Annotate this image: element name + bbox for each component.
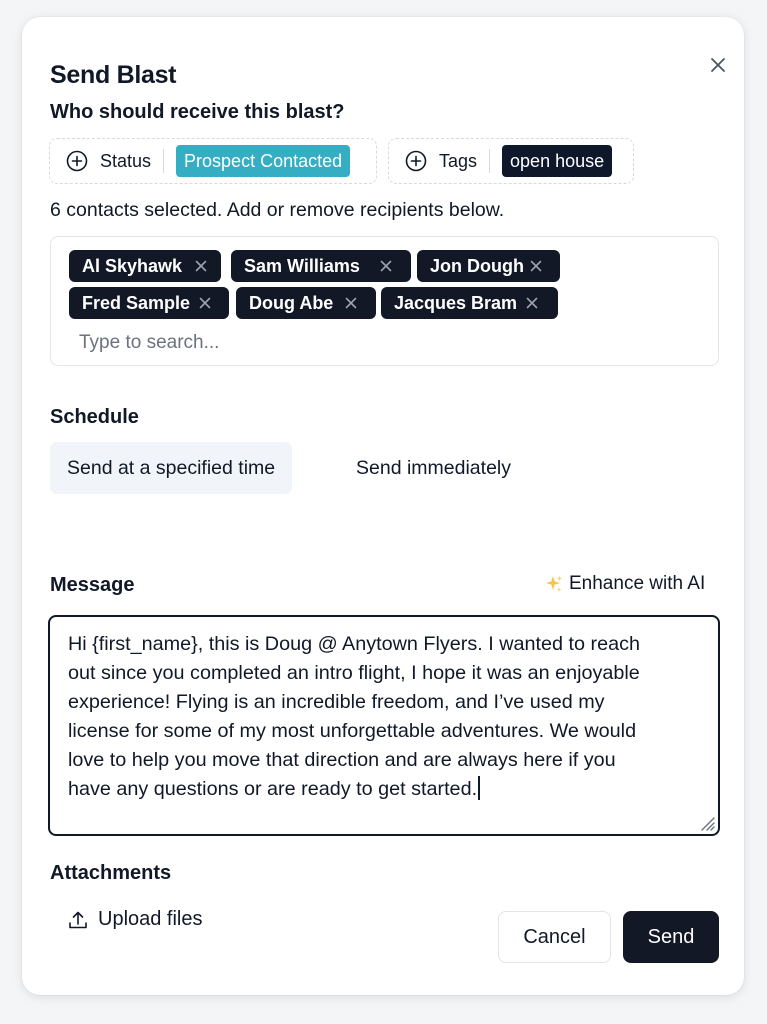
status-filter[interactable] (49, 138, 377, 184)
attachments-heading: Attachments (50, 862, 172, 884)
schedule-heading: Schedule (50, 406, 139, 428)
status-filter-value[interactable]: Prospect Contacted (176, 145, 350, 177)
recipient-pill (236, 287, 376, 319)
enhance-label: Enhance with AI (569, 573, 706, 594)
message-line: out since you completed an intro flight, I hope it was an enjoyable (68, 662, 640, 684)
recipient-name: Sam Williams (244, 255, 360, 276)
recipient-pill (231, 250, 411, 282)
tags-filter-value[interactable]: open house (502, 145, 612, 177)
filter-divider (489, 149, 490, 173)
remove-recipient-icon[interactable] (193, 258, 209, 274)
tab-send-immediately[interactable]: Send immediately (356, 456, 511, 479)
recipient-name: Jacques Bram (394, 292, 518, 313)
contacts-selected-text: 6 contacts selected. Add or remove recipients below. (50, 199, 505, 221)
remove-recipient-icon[interactable] (528, 258, 544, 274)
remove-recipient-icon[interactable] (343, 295, 359, 311)
resize-handle-icon[interactable] (698, 814, 716, 832)
message-line: love to help you move that direction and are always here if you (68, 749, 616, 771)
recipient-search-input[interactable] (79, 329, 479, 357)
remove-recipient-icon[interactable] (524, 295, 540, 311)
upload-files-button[interactable] (67, 908, 203, 931)
message-line: license for some of my most unforgettable adventures. We would (68, 720, 637, 742)
tab-send-at-specified-time[interactable]: Send at a specified time (50, 442, 292, 494)
recipient-name: Doug Abe (249, 292, 334, 313)
filter-divider (163, 149, 164, 173)
recipient-name: Jon Dough (430, 255, 524, 276)
upload-label: Upload files (98, 908, 203, 930)
recipient-name: Fred Sample (82, 292, 191, 313)
text-caret (478, 776, 480, 800)
recipients-heading: Who should receive this blast? (50, 101, 345, 123)
message-heading: Message (50, 574, 135, 596)
send-blast-modal (22, 17, 744, 995)
remove-recipient-icon[interactable] (197, 295, 213, 311)
tags-filter-label: Tags (439, 150, 478, 171)
modal-title: Send Blast (50, 61, 177, 89)
recipient-name: Al Skyhawk (82, 255, 183, 276)
status-filter-label: Status (100, 150, 152, 171)
close-icon (710, 57, 726, 73)
message-textarea[interactable] (48, 615, 720, 836)
recipients-box[interactable] (50, 236, 719, 366)
plus-circle-icon (405, 150, 427, 172)
recipient-pill (381, 287, 558, 319)
recipient-pill (69, 250, 221, 282)
upload-icon (67, 909, 89, 931)
sparkles-icon (544, 574, 564, 594)
message-line: experience! Flying is an incredible freedom, and I’ve used my (68, 691, 605, 713)
tags-filter[interactable] (388, 138, 634, 184)
recipient-pill (417, 250, 560, 282)
message-line: Hi {first_name}, this is Doug @ Anytown Flyers. I wanted to reach (68, 633, 641, 655)
recipient-pill (69, 287, 229, 319)
message-line: have any questions or are ready to get started. (68, 778, 478, 800)
cancel-button[interactable]: Cancel (498, 911, 611, 963)
close-button[interactable] (708, 55, 728, 75)
enhance-with-ai-button[interactable] (544, 573, 705, 595)
remove-recipient-icon[interactable] (378, 258, 394, 274)
plus-circle-icon (66, 150, 88, 172)
send-button[interactable]: Send (623, 911, 719, 963)
